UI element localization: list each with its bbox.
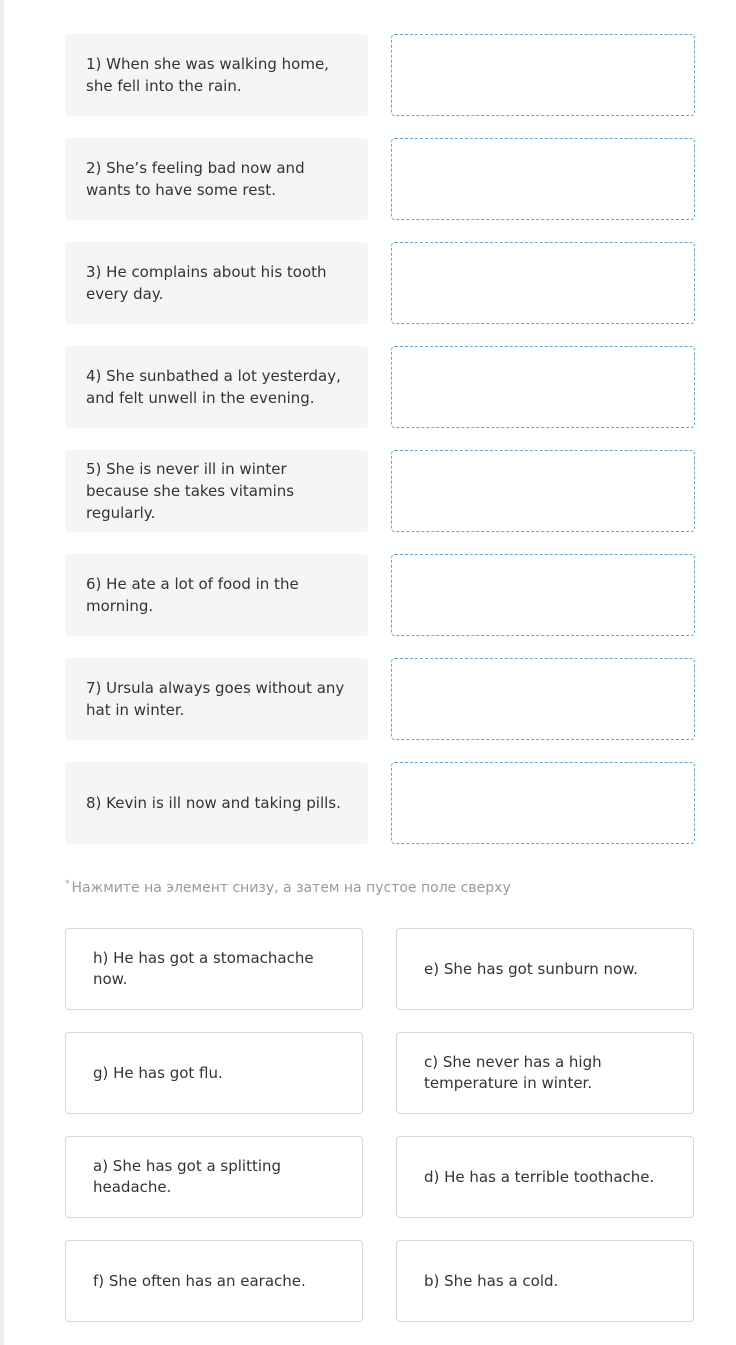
match-row: [65, 554, 695, 636]
page-left-edge: [0, 0, 4, 1345]
drop-zone[interactable]: [391, 450, 695, 532]
prompt-item: 4) She sunbathed a lot yesterday, and felt unwell in the evening.: [65, 346, 368, 428]
answer-option[interactable]: a) She has got a splitting headache.: [65, 1136, 363, 1218]
match-row: [65, 346, 695, 428]
drop-zone[interactable]: [391, 34, 695, 116]
instruction-hint: [65, 880, 511, 896]
prompt-item: 7) Ursula always goes without any hat in winter.: [65, 658, 368, 740]
match-area: [65, 34, 695, 866]
answer-option[interactable]: f) She often has an earache.: [65, 1240, 363, 1322]
prompt-item: 1) When she was walking home, she fell into the rain.: [65, 34, 368, 116]
answer-options: [65, 928, 695, 1322]
drop-zone[interactable]: [391, 762, 695, 844]
hint-text: Нажмите на элемент снизу, а затем на пустое поле сверху: [71, 880, 511, 896]
answer-option[interactable]: e) She has got sunburn now.: [396, 928, 694, 1010]
prompt-item: 5) She is never ill in winter because she takes vitamins regularly.: [65, 450, 368, 532]
match-row: [65, 242, 695, 324]
answer-option[interactable]: b) She has a cold.: [396, 1240, 694, 1322]
drop-zone[interactable]: [391, 554, 695, 636]
answer-option[interactable]: g) He has got flu.: [65, 1032, 363, 1114]
prompt-item: 6) He ate a lot of food in the morning.: [65, 554, 368, 636]
match-row: [65, 658, 695, 740]
answer-option[interactable]: d) He has a terrible toothache.: [396, 1136, 694, 1218]
drop-zone[interactable]: [391, 242, 695, 324]
prompt-item: 3) He complains about his tooth every day.: [65, 242, 368, 324]
answer-option[interactable]: c) She never has a high temperature in winter.: [396, 1032, 694, 1114]
drop-zone[interactable]: [391, 346, 695, 428]
match-row: [65, 762, 695, 844]
drop-zone[interactable]: [391, 138, 695, 220]
match-row: [65, 34, 695, 116]
match-row: [65, 450, 695, 532]
asterisk-icon: *: [65, 879, 70, 889]
match-row: [65, 138, 695, 220]
prompt-item: 8) Kevin is ill now and taking pills.: [65, 762, 368, 844]
prompt-item: 2) She’s feeling bad now and wants to have some rest.: [65, 138, 368, 220]
drop-zone[interactable]: [391, 658, 695, 740]
answer-option[interactable]: h) He has got a stomachache now.: [65, 928, 363, 1010]
